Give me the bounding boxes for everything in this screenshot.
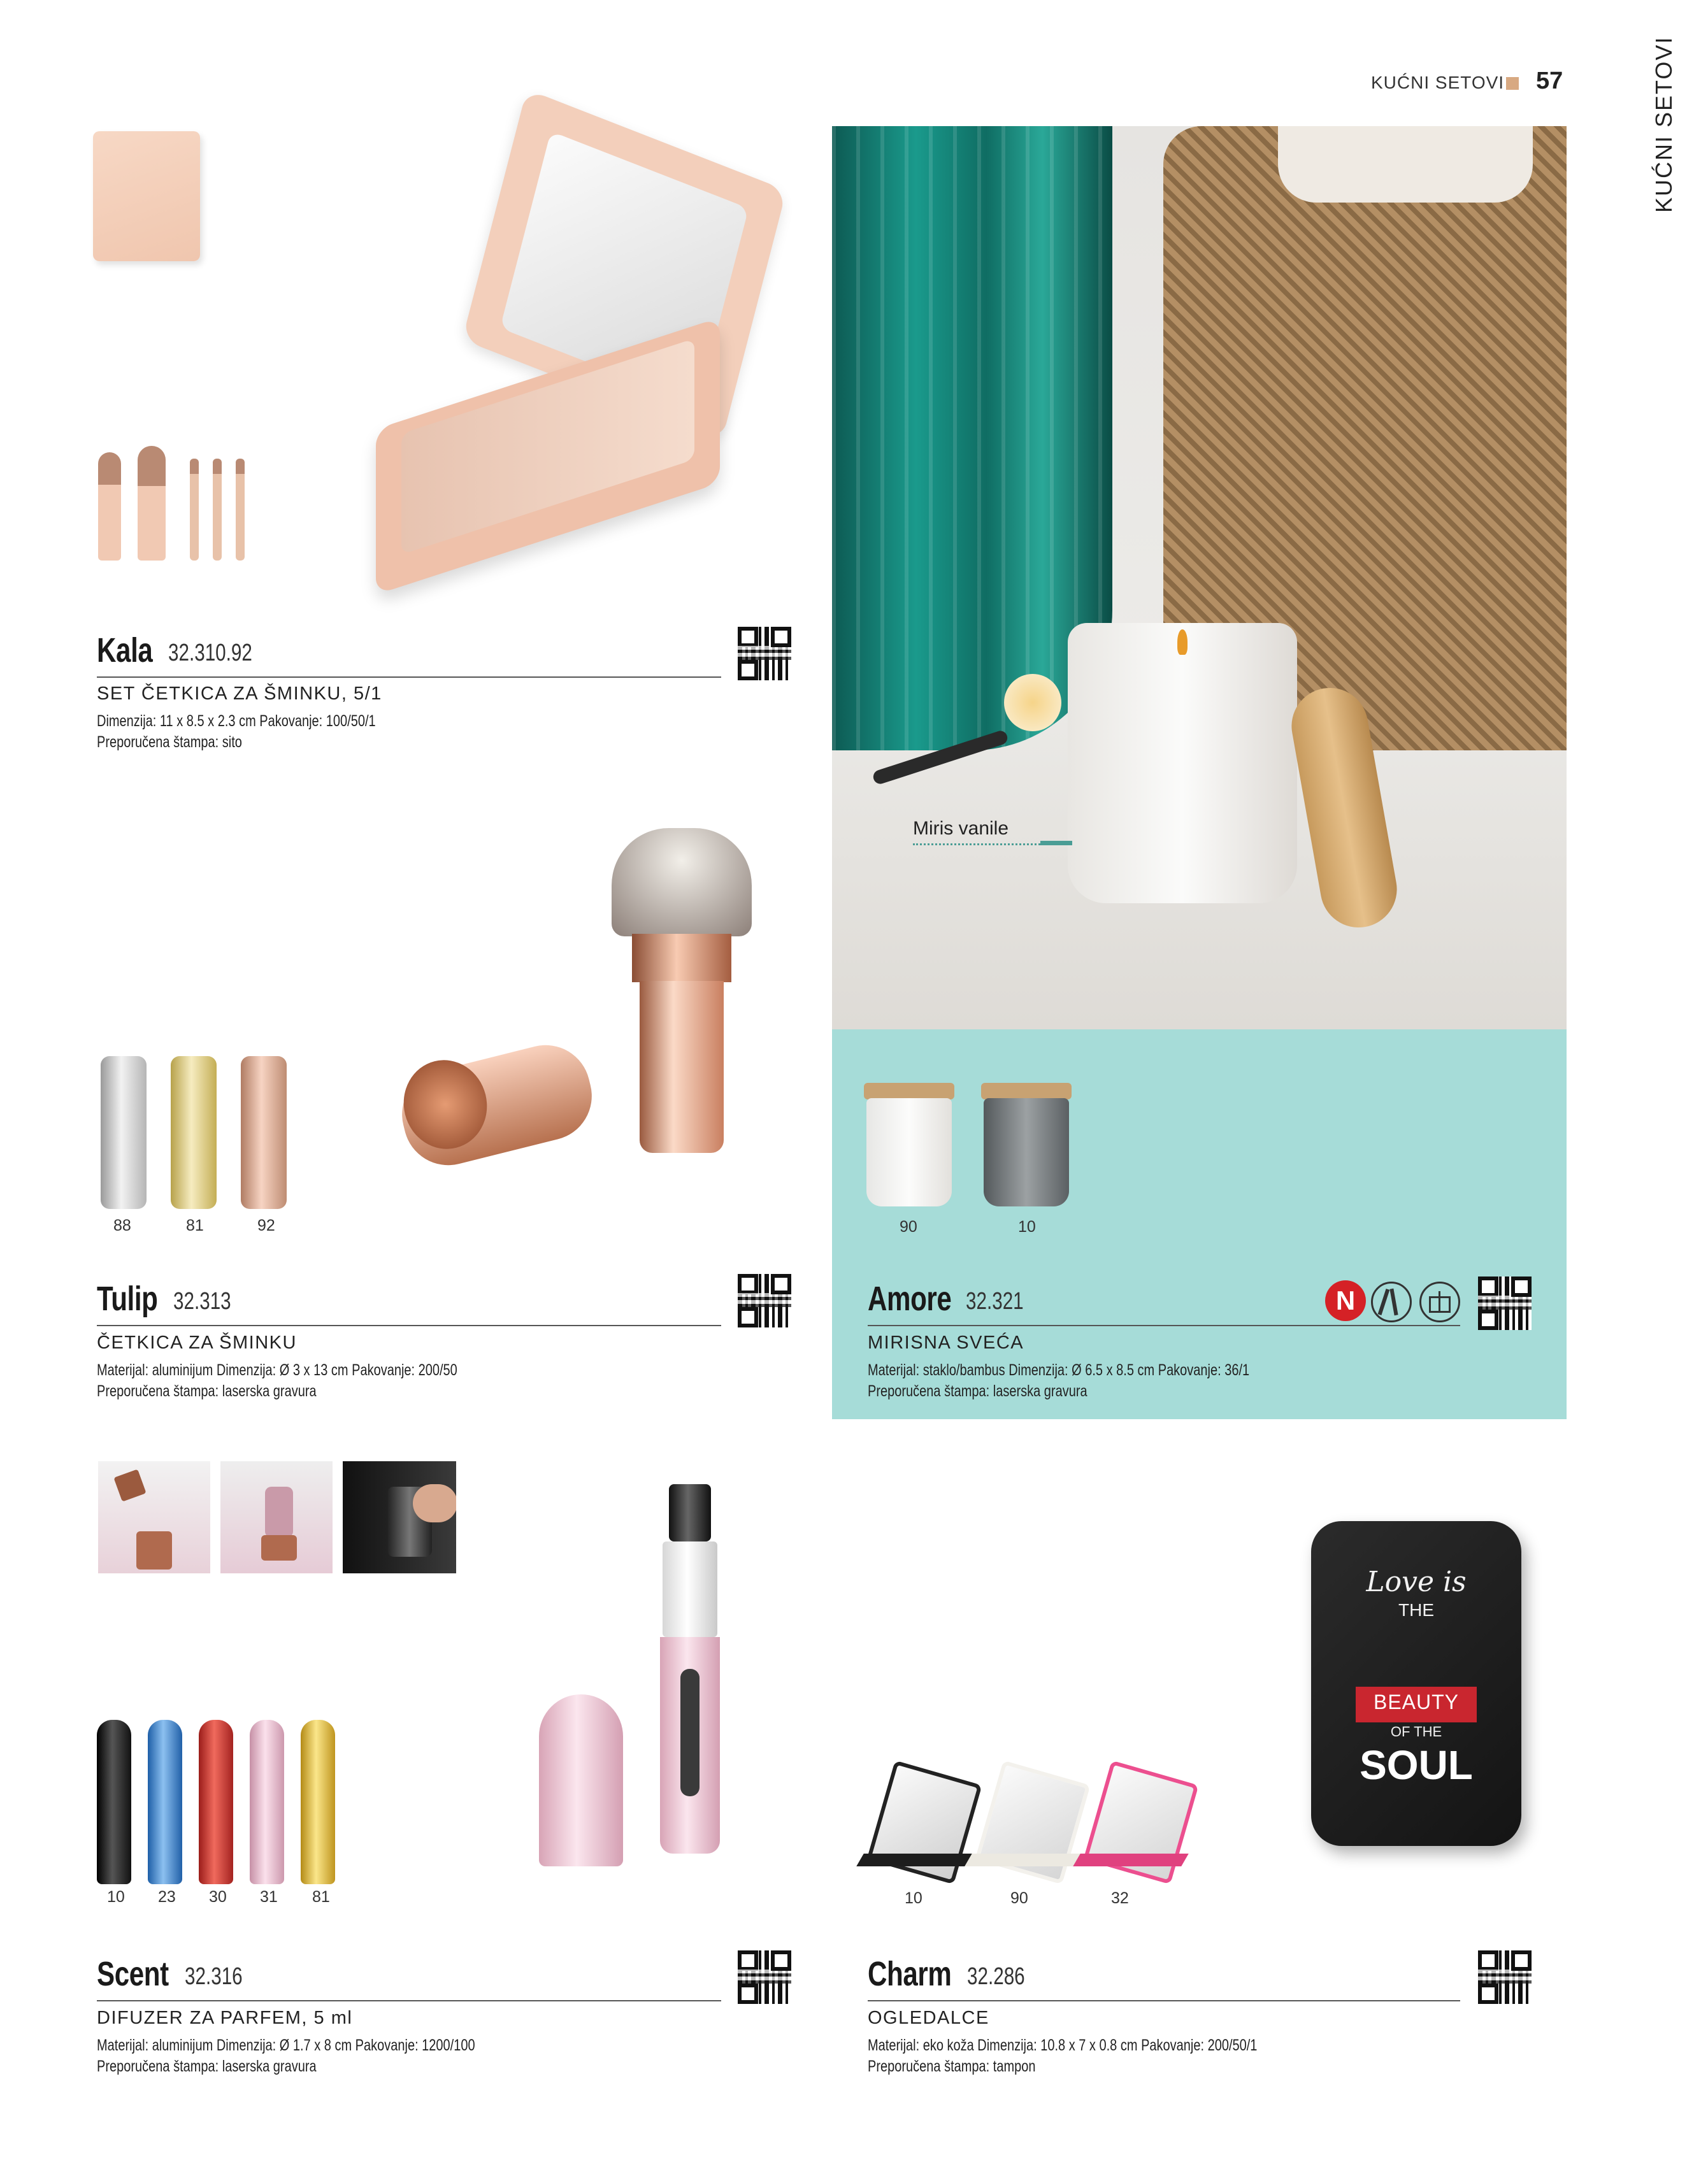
tulip-code: 32.313 [173, 1288, 231, 1315]
kala-case-image [357, 131, 764, 577]
side-tab-label: KUĆNI SETOVI [1651, 36, 1677, 213]
scent-atomizer-image [535, 1484, 764, 1879]
scent-variant-23: 23 [158, 1888, 176, 1906]
amore-subtitle: MIRISNA SVEĆA [868, 1333, 1024, 1353]
amore-code: 32.321 [966, 1288, 1024, 1315]
amore-detail-line2: Preporučena štampa: laserska gravura [868, 1382, 1087, 1400]
charm-variant-10: 10 [905, 1889, 922, 1907]
charm-variants-image [860, 1758, 1191, 1885]
tulip-variant-81: 81 [186, 1217, 204, 1234]
charm-subtitle: OGLEDALCE [868, 2008, 989, 2028]
amore-caption-dots [913, 843, 1040, 845]
amore-lifestyle-photo [832, 126, 1567, 1029]
kala-code: 32.310.92 [168, 640, 252, 666]
scent-variant-31: 31 [260, 1888, 278, 1906]
tulip-variant-88: 88 [113, 1217, 131, 1234]
scent-variant-10: 10 [107, 1888, 125, 1906]
amore-variant-10: 10 [1018, 1218, 1036, 1236]
kala-pouch-image [93, 131, 200, 261]
tulip-title: Tulip [97, 1280, 158, 1318]
scent-variant-81: 81 [312, 1888, 330, 1906]
amore-photo-caption: Miris vanile [913, 818, 1009, 839]
charm-variant-90: 90 [1010, 1889, 1028, 1907]
kala-detail-line2: Preporučena štampa: sito [97, 733, 242, 751]
scent-variant-30: 30 [209, 1888, 227, 1906]
scent-usage-photo-3 [343, 1461, 456, 1573]
charm-detail-line1: Materijal: eko koža Dimenzija: 10.8 x 7 x 0.8 cm Pakovanje: 200/50/1 [868, 2036, 1258, 2054]
gift-box-icon [1419, 1282, 1460, 1322]
amore-variant-90: 90 [900, 1218, 917, 1236]
scent-title: Scent [97, 1955, 169, 1993]
tulip-detail-line1: Materijal: aluminijum Dimenzija: Ø 3 x 13 cm Pakovanje: 200/50 [97, 1361, 457, 1379]
new-badge-icon: N [1325, 1280, 1366, 1321]
charm-qr-code[interactable] [1478, 1950, 1532, 2004]
charm-divider [868, 2000, 1460, 2001]
charm-print-the: THE [1398, 1600, 1434, 1620]
scent-detail-line2: Preporučena štampa: laserska gravura [97, 2057, 317, 2075]
kala-title: Kala [97, 631, 153, 669]
kala-brushes-image [96, 446, 261, 567]
amore-divider [868, 1325, 1460, 1326]
charm-print-love-is: Love is [1366, 1566, 1467, 1598]
section-label: KUĆNI SETOVI [1371, 73, 1505, 92]
charm-print-of-the: OF THE [1390, 1724, 1442, 1740]
scent-qr-code[interactable] [738, 1950, 791, 2004]
amore-caption-bar [1040, 841, 1072, 845]
amore-detail-line1: Materijal: staklo/bambus Dimenzija: Ø 6.5 x 8.5 cm Pakovanje: 36/1 [868, 1361, 1250, 1379]
page-number: 57 [1536, 68, 1563, 94]
scent-variants-image [96, 1713, 344, 1885]
scent-subtitle: DIFUZER ZA PARFEM, 5 ml [97, 2008, 353, 2028]
tulip-qr-code[interactable] [738, 1274, 791, 1327]
charm-detail-line2: Preporučena štampa: tampon [868, 2057, 1036, 2075]
tulip-brush-image [395, 822, 764, 1178]
kala-detail-line1: Dimenzija: 11 x 8.5 x 2.3 cm Pakovanje: 100/50/1 [97, 712, 376, 730]
amore-title: Amore [868, 1280, 952, 1318]
charm-print-soul: SOUL [1360, 1742, 1473, 1788]
charm-printed-mirror-image [1311, 1521, 1521, 1846]
scent-detail-line1: Materijal: aluminijum Dimenzija: Ø 1.7 x 8 cm Pakovanje: 1200/100 [97, 2036, 475, 2054]
kala-qr-code[interactable] [738, 627, 791, 680]
scent-divider [97, 2000, 721, 2001]
charm-title: Charm [868, 1955, 952, 1993]
tulip-divider [97, 1325, 721, 1326]
scent-usage-photo-2 [220, 1461, 333, 1573]
scent-code: 32.316 [185, 1963, 243, 1990]
amore-variants-image [864, 1083, 1080, 1210]
kala-subtitle: SET ČETKICA ZA ŠMINKU, 5/1 [97, 683, 382, 704]
tulip-detail-line2: Preporučena štampa: laserska gravura [97, 1382, 317, 1400]
tulip-variants-image [96, 1051, 299, 1210]
charm-print-beauty: BEAUTY [1373, 1691, 1460, 1713]
eco-bamboo-icon [1371, 1282, 1412, 1322]
section-marker [1506, 77, 1519, 90]
tulip-variant-92: 92 [257, 1217, 275, 1234]
tulip-subtitle: ČETKICA ZA ŠMINKU [97, 1333, 297, 1353]
charm-variant-32: 32 [1111, 1889, 1129, 1907]
charm-code: 32.286 [967, 1963, 1025, 1990]
scent-usage-photo-1 [98, 1461, 210, 1573]
kala-divider [97, 676, 721, 678]
amore-qr-code[interactable] [1478, 1277, 1532, 1330]
